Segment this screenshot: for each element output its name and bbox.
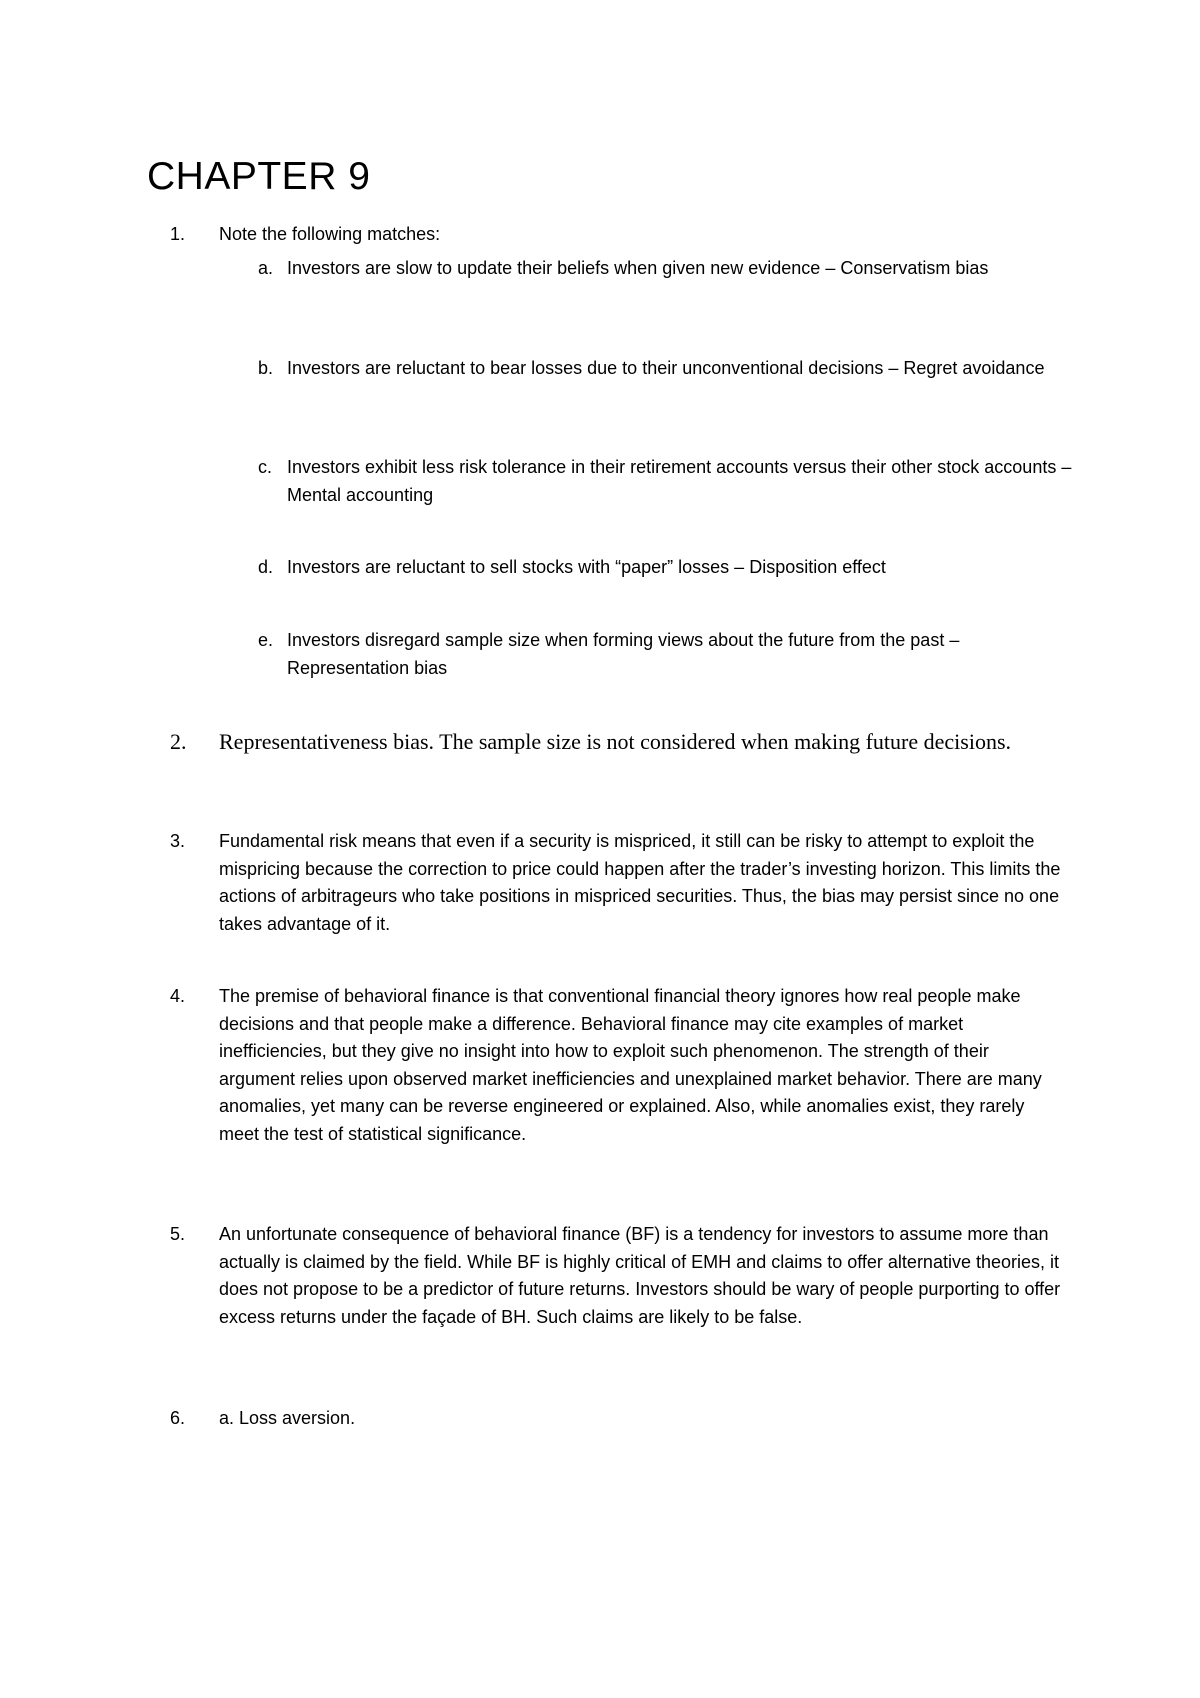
question-3 bbox=[170, 828, 1070, 938]
question-text: Representativeness bias. The sample size is not considered when making future decisions. bbox=[219, 729, 1011, 754]
question-text: Fundamental risk means that even if a security is mispriced, it still can be risky to attempt to exploit the mispricing because the correction to price could happen after the trader’s investing horizon. This limits the actions of arbitrageurs who take positions in mispriced securities. Thus, the bias may persist since no one takes advantage of it. bbox=[219, 831, 1061, 934]
question-number: 2. bbox=[170, 729, 187, 754]
question-text: The premise of behavioral finance is that conventional financial theory ignores how real people make decisions and that people make a difference. Behavioral finance may cite examples of market inefficiencies, but they give no insight into how to exploit such phenomenon. The strength of their argument relies upon observed market inefficiencies and unexplained market behavior. There are many anomalies, yet many can be reverse engineered or explained. Also, while anomalies exist, they rarely meet the test of statistical significance. bbox=[219, 986, 1042, 1144]
question-number: 5. bbox=[170, 1224, 186, 1244]
match-text: Investors exhibit less risk tolerance in their retirement accounts versus their other stock accounts – Mental accounting bbox=[287, 457, 1072, 505]
match-text: Investors disregard sample size when forming views about the future from the past – Representation bias bbox=[287, 630, 960, 678]
question-6 bbox=[170, 1405, 1070, 1433]
match-text: Investors are slow to update their beliefs when given new evidence – Conservatism bias bbox=[287, 258, 989, 278]
match-letter: e. bbox=[258, 630, 274, 650]
match-item-c bbox=[258, 454, 1078, 510]
question-number: 6. bbox=[170, 1408, 186, 1428]
match-letter: c. bbox=[258, 457, 273, 477]
chapter-title: CHAPTER 9 bbox=[147, 155, 371, 198]
match-item-b bbox=[258, 355, 1078, 411]
question-1 bbox=[170, 221, 1070, 249]
question-2 bbox=[170, 728, 1070, 784]
question-number: 4. bbox=[170, 986, 186, 1006]
question-text: a. Loss aversion. bbox=[219, 1408, 356, 1428]
match-letter: b. bbox=[258, 358, 274, 378]
match-letter: a. bbox=[258, 258, 274, 278]
match-text: Investors are reluctant to sell stocks with “paper” losses – Disposition effect bbox=[287, 557, 886, 577]
question-number: 1. bbox=[170, 224, 186, 244]
match-item-a bbox=[258, 255, 1078, 311]
question-5 bbox=[170, 1221, 1070, 1359]
match-item-e bbox=[258, 627, 1078, 683]
match-text: Investors are reluctant to bear losses due to their unconventional decisions – Regret avoidance bbox=[287, 358, 1045, 378]
question-text: An unfortunate consequence of behavioral finance (BF) is a tendency for investors to assume more than actually is claimed by the field. While BF is highly critical of EMH and claims to offer alternative theories, it does not propose to be a predictor of future returns. Investors should be wary of people purporting to offer excess returns under the façade of BH. Such claims are likely to be false. bbox=[219, 1224, 1061, 1327]
question-4 bbox=[170, 983, 1070, 1176]
match-item-d bbox=[258, 554, 1078, 582]
question-text: Note the following matches: bbox=[219, 224, 441, 244]
question-number: 3. bbox=[170, 831, 186, 851]
match-letter: d. bbox=[258, 557, 274, 577]
